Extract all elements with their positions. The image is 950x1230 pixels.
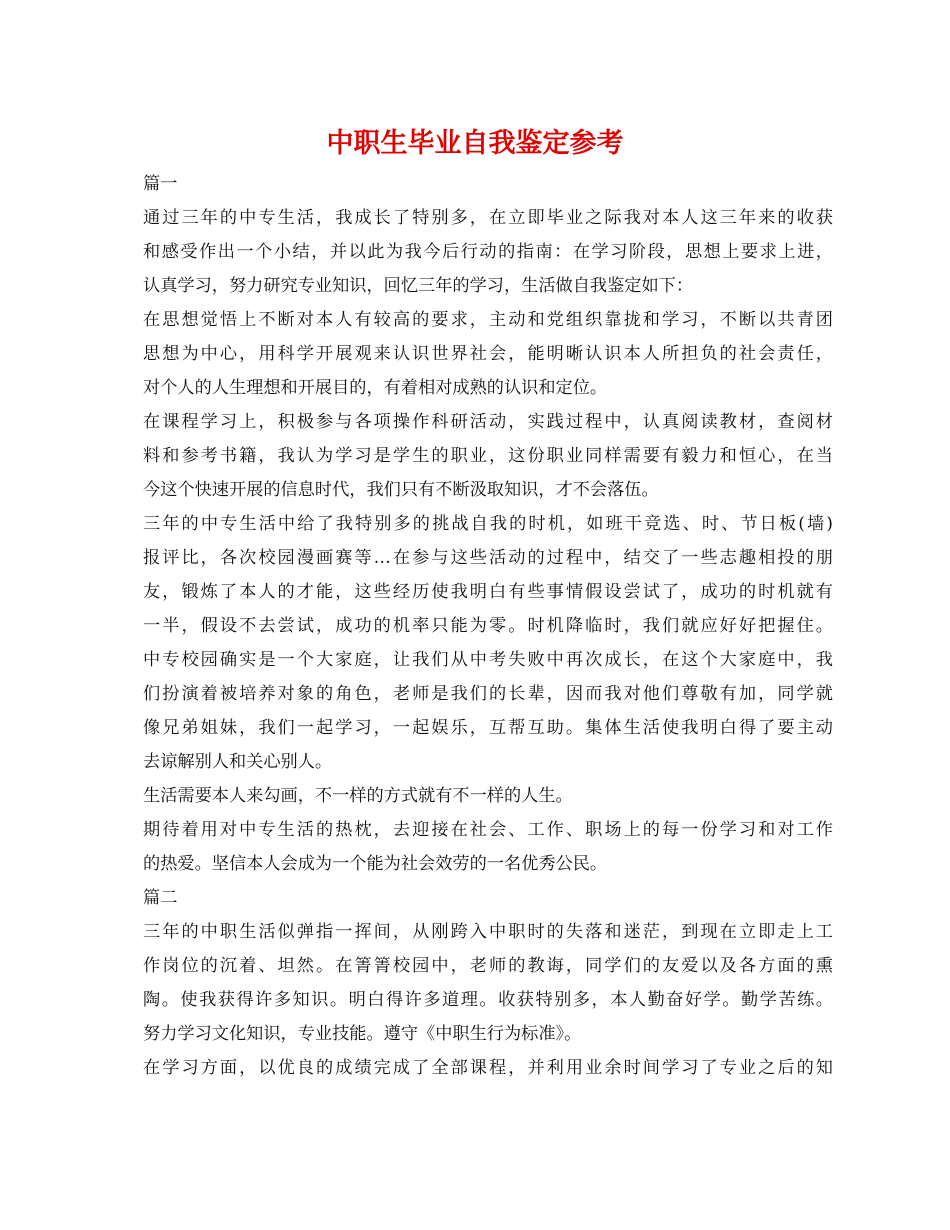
document-body	[143, 167, 833, 1085]
text-line: 报评比，各次校园漫画赛等…在参与这些活动的过程中，结交了一些志趣相投的朋	[143, 548, 833, 568]
text-line: 们扮演着被培养对象的角色，老师是我们的长辈，因而我对他们尊敬有加，同学就	[143, 684, 833, 704]
text-line: 生活需要本人来勾画，不一样的方式就有不一样的人生。	[143, 786, 573, 806]
text-line: 在课程学习上，积极参与各项操作科研活动，实践过程中，认真阅读教材，查阅材	[143, 412, 833, 432]
section-heading: 篇一	[143, 174, 178, 194]
text-line: 三年的中专生活中给了我特别多的挑战自我的时机，如班干竞选、时、节日板(墙)	[143, 514, 833, 534]
text-line: 去谅解别人和关心别人。	[143, 752, 333, 772]
text-line: 友，锻炼了本人的才能，这些经历使我明白有些事情假设尝试了，成功的时机就有	[143, 582, 833, 602]
text-line: 在学习方面，以优良的成绩完成了全部课程，并利用业余时间学习了专业之后的知	[143, 1058, 833, 1078]
text-line: 作岗位的沉着、坦然。在箐箐校园中，老师的教诲，同学们的友爱以及各方面的熏	[143, 956, 833, 976]
text-line: 在思想觉悟上不断对本人有较高的要求，主动和党组织靠拢和学习，不断以共青团	[143, 310, 833, 330]
text-line: 认真学习，努力研究专业知识，回忆三年的学习，生活做自我鉴定如下：	[143, 276, 694, 296]
text-line: 和感受作出一个小结，并以此为我今后行动的指南：在学习阶段，思想上要求上进，	[143, 242, 833, 262]
text-line: 像兄弟姐妹，我们一起学习，一起娱乐，互帮互助。集体生活使我明白得了要主动	[143, 718, 833, 738]
text-line: 的热爱。坚信本人会成为一个能为社会效劳的一名优秀公民。	[143, 854, 608, 874]
text-line: 料和参考书籍，我认为学习是学生的职业，这份职业同样需要有毅力和恒心，在当	[143, 446, 833, 466]
text-line: 三年的中职生活似弹指一挥间，从刚跨入中职时的失落和迷茫，到现在立即走上工	[143, 922, 833, 942]
text-line: 陶。使我获得许多知识。明白得许多道理。收获特别多，本人勤奋好学。勤学苦练。	[143, 990, 833, 1010]
document-title: 中职生毕业自我鉴定参考	[326, 128, 624, 159]
text-line: 对个人的人生理想和开展目的，有着相对成熟的认识和定位。	[143, 378, 608, 398]
text-line: 中专校园确实是一个大家庭，让我们从中考失败中再次成长，在这个大家庭中，我	[143, 650, 833, 670]
text-line: 期待着用对中专生活的热枕，去迎接在社会、工作、职场上的每一份学习和对工作	[143, 820, 833, 840]
text-line: 努力学习文化知识，专业技能。遵守《中职生行为标准》。	[143, 1024, 582, 1044]
text-line: 通过三年的中专生活，我成长了特别多，在立即毕业之际我对本人这三年来的收获	[143, 208, 833, 228]
text-line: 思想为中心，用科学开展观来认识世界社会，能明晰认识本人所担负的社会责任，	[143, 344, 833, 364]
section-heading: 篇二	[143, 888, 178, 908]
text-line: 一半，假设不去尝试，成功的机率只能为零。时机降临时，我们就应好好把握住。	[143, 616, 833, 636]
text-line: 今这个快速开展的信息时代，我们只有不断汲取知识，才不会落伍。	[143, 480, 659, 500]
